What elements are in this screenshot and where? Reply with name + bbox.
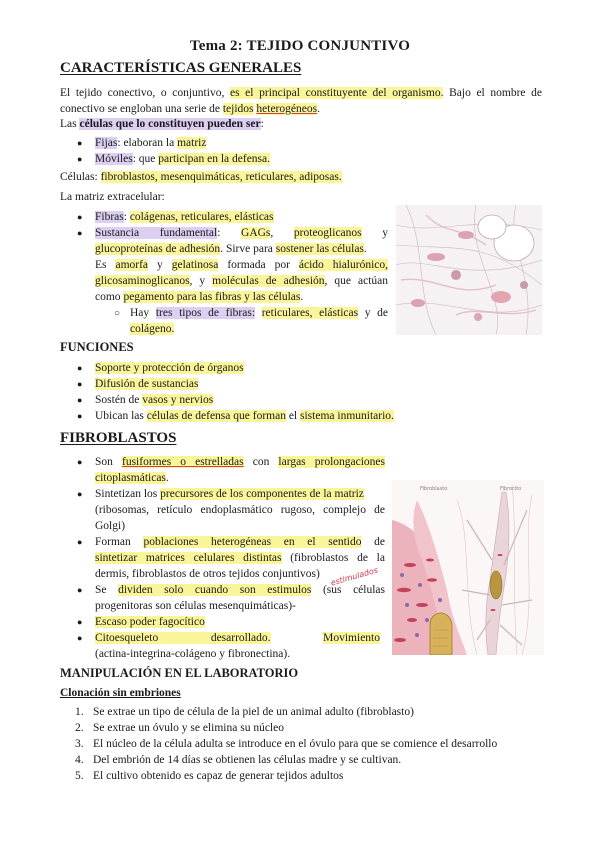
text: Sintetizan los <box>95 488 161 500</box>
fig-label-fibroblasto: Fibroblasto <box>420 486 448 492</box>
paragraph-intro <box>60 86 542 117</box>
text: Ubican las <box>95 410 147 422</box>
text: : <box>260 118 264 130</box>
sustancia-line-5 <box>95 290 388 306</box>
highlight: proteoglicanos <box>293 227 362 239</box>
highlight: colágenas, reticulares, elásticas <box>129 211 274 223</box>
fig-label-fibrocito: Fibrocito <box>500 486 522 492</box>
highlight: Soporte y protección de órganos <box>95 362 244 374</box>
bullet-icon: ● <box>77 457 83 467</box>
bullet-icon: ● <box>77 411 83 421</box>
text: Sostén de <box>95 394 143 406</box>
highlight: largas prolongaciones <box>278 456 385 468</box>
text: (fibroblastos de la <box>281 552 385 564</box>
highlight: células de defensa que forman <box>146 410 286 422</box>
fibro-item-4-line-1 <box>95 583 385 599</box>
bullet-icon: ● <box>77 585 83 595</box>
heading-caracteristicas: CARACTERÍSTICAS GENERALES <box>60 60 302 76</box>
fibro-item-3-line-3: dermis, fibroblastos de otros tejidos conjuntivos) <box>95 568 320 580</box>
list-item: El núcleo de la célula adulta se introduce en el óvulo para que se comience el desarrollo <box>93 738 498 750</box>
sustancia-line-3 <box>95 258 388 274</box>
fibroblast-illustration <box>392 480 544 655</box>
highlight: es el principal constituyente del organismo. <box>229 87 444 99</box>
highlight: participan en la defensa. <box>158 153 271 165</box>
funcion-item <box>95 393 213 409</box>
text: , <box>270 227 294 239</box>
text: y <box>361 227 389 239</box>
text: el <box>285 410 301 422</box>
sustancia-line-4 <box>95 274 388 290</box>
text: Es <box>95 259 116 271</box>
bullet-icon: ● <box>77 617 83 627</box>
list-number: 5. <box>75 770 84 782</box>
highlight: Citoesqueleto desarrollado. <box>95 632 271 644</box>
text: . <box>363 243 367 255</box>
fibro-item-2-line-1 <box>95 487 364 503</box>
bullet-icon: ● <box>77 395 83 405</box>
text: Se <box>95 584 119 596</box>
highlight: Fibras <box>95 211 124 223</box>
funcion-item <box>95 409 394 425</box>
text: : que <box>132 153 159 165</box>
highlight: Fijas <box>95 137 118 149</box>
matriz-line: La matriz extracelular: <box>60 191 165 203</box>
bullet-icon: ● <box>77 379 83 389</box>
highlight: células que lo constituyen pueden ser <box>79 118 261 130</box>
text: Hay <box>130 307 156 319</box>
list-item: El cultivo obtenido es capaz de generar tejidos adultos <box>93 770 344 782</box>
bullet-icon: ● <box>77 138 83 148</box>
highlight: fibroblastos, mesenquimáticas, reticulares, adiposas. <box>100 171 342 183</box>
text: de <box>361 536 385 548</box>
list-number: 2. <box>75 722 84 734</box>
highlight: glucoproteínas de adhesión <box>95 243 221 255</box>
text: : <box>217 227 242 239</box>
fibro-item-2-line-3: Golgi) <box>95 520 126 532</box>
highlight: GAGs <box>241 227 271 239</box>
subheading-clonacion: Clonación sin embriones <box>60 687 181 699</box>
highlight: glicosaminoglicanos <box>95 275 190 287</box>
bullet-icon: ● <box>77 363 83 373</box>
fibro-item-2-line-2: (ribosomas, retículo endoplasmático rugoso, complejo de <box>95 504 385 516</box>
text: Son <box>95 456 122 468</box>
text <box>255 307 262 319</box>
page-title: Tema 2: TEJIDO CONJUNTIVO <box>189 38 411 54</box>
text: y de <box>358 307 389 319</box>
highlight: heterogéneos <box>256 102 318 115</box>
hay-line-2 <box>130 322 174 338</box>
fibro-item-3-line-1 <box>95 535 385 551</box>
text: , que actúan <box>324 275 389 287</box>
text: Forman <box>95 536 144 548</box>
highlight: gelatinosa <box>171 259 219 271</box>
text: . Sirve para <box>220 243 276 255</box>
handwritten-annotation: estimulados <box>329 565 379 588</box>
sustancia-line-2 <box>95 242 388 258</box>
highlight: sintetizar matrices celulares distintas <box>95 552 282 564</box>
highlight: Escaso poder fagocítico <box>95 616 205 628</box>
list-number: 4. <box>75 754 84 766</box>
text: y <box>148 259 172 271</box>
text: . <box>300 291 304 303</box>
bullet-icon: ● <box>77 489 83 499</box>
heading-funciones: FUNCIONES <box>60 340 134 354</box>
highlight: colágeno. <box>130 323 175 335</box>
text: formada por <box>218 259 299 271</box>
text: , y <box>189 275 213 287</box>
highlight: reticulares, elásticas <box>261 307 359 319</box>
list-item-fibras <box>95 210 274 226</box>
highlight: fusiformes o estrelladas <box>121 456 244 468</box>
fibro-item-6-line-1 <box>95 631 380 647</box>
highlight: sostener las células <box>275 243 364 255</box>
celulas-line <box>60 170 342 186</box>
fibro-item-1-line-2 <box>95 471 169 487</box>
text: . <box>317 102 320 115</box>
list-item-moviles <box>95 152 270 168</box>
highlight: poblaciones heterogéneas en el sentido <box>143 536 362 548</box>
text: : elaboran la <box>117 137 178 149</box>
text: Bajo el nombre de conectivo se engloban una serie de <box>60 87 542 115</box>
highlight: citoplasmáticas <box>95 472 166 484</box>
fibro-item-1-line-1 <box>95 455 385 471</box>
text: con <box>243 456 279 468</box>
highlight: dividen solo cuando son estimulos <box>118 584 312 596</box>
highlight: matriz <box>177 137 207 149</box>
heading-fibroblastos: FIBROBLASTOS <box>60 430 177 446</box>
text: Células: <box>60 171 101 183</box>
hay-line-1 <box>130 306 388 322</box>
sustancia-line-1 <box>95 226 388 242</box>
highlight: Difusión de sustancias <box>95 378 199 390</box>
funcion-item <box>95 377 198 393</box>
highlight: tejidos <box>222 102 254 115</box>
fibro-item-5 <box>95 615 205 631</box>
highlight: amorfa <box>115 259 149 271</box>
cells-line <box>60 117 264 133</box>
connective-tissue-illustration <box>396 205 542 335</box>
highlight: pegamento para las fibras y las células <box>123 291 301 303</box>
bullet-icon: ● <box>77 228 83 238</box>
list-item: Del embrión de 14 días se obtienen las células madre y se cultivan. <box>93 754 402 766</box>
highlight: vasos y nervios <box>142 394 214 406</box>
list-item: Se extrae un tipo de célula de la piel de un animal adulto (fibroblasto) <box>93 706 414 718</box>
text: como <box>95 291 124 303</box>
highlight: sistema inmunitario. <box>300 410 394 422</box>
list-number: 1. <box>75 706 84 718</box>
text: El tejido conectivo, o conjuntivo, <box>60 87 230 99</box>
text: Las <box>60 118 80 130</box>
highlight: Movimiento <box>323 632 381 644</box>
highlight: Sustancia fundamental <box>95 227 218 239</box>
text: : <box>123 211 130 223</box>
highlight: tres tipos de fibras: <box>155 307 256 319</box>
bullet-icon: ● <box>77 633 83 643</box>
list-item: Se extrae un óvulo y se elimina su núcleo <box>93 722 284 734</box>
list-number: 3. <box>75 738 84 750</box>
funcion-item <box>95 361 244 377</box>
highlight: ácido hialurónico, <box>298 259 389 271</box>
highlight: Móviles <box>95 153 133 165</box>
fibro-item-3-line-2 <box>95 551 385 567</box>
circle-bullet-icon: ○ <box>114 308 121 319</box>
highlight: precursores de los componentes de la matriz <box>160 488 364 500</box>
bullet-icon: ● <box>77 537 83 547</box>
text: . <box>165 472 169 484</box>
bullet-icon: ● <box>77 154 83 164</box>
text: (sus células <box>311 584 386 596</box>
bullet-icon: ● <box>77 212 83 222</box>
fibro-item-6-line-2: (actina-integrina-colágeno y fibronectina). <box>95 648 291 660</box>
highlight: moléculas de adhesión <box>212 275 325 287</box>
fibro-item-4-line-2: progenitoras son células mesenquimáticas)- <box>95 600 296 612</box>
heading-manipulacion: MANIPULACIÓN EN EL LABORATORIO <box>60 666 299 680</box>
list-item-fijas <box>95 136 206 152</box>
